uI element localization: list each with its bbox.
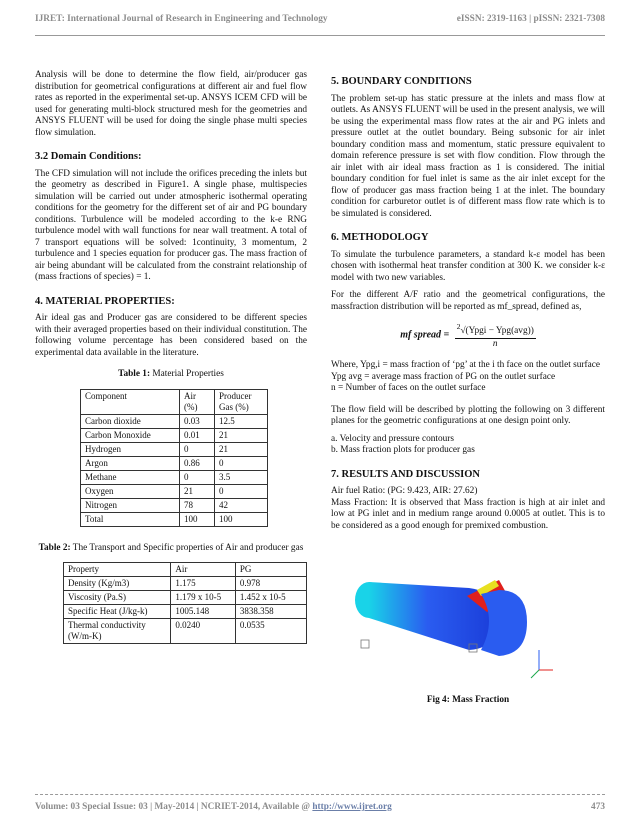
left-column (35, 70, 307, 644)
table-row (81, 456, 268, 470)
list-item: b. Mass fraction plots for producer gas (331, 445, 475, 456)
table-row (81, 498, 268, 512)
table-row (64, 619, 307, 644)
table-cell: Producer Gas (%) (215, 389, 268, 414)
running-header (35, 14, 605, 24)
table-cell: Specific Heat (J/kg-k) (64, 605, 171, 619)
table-cell: Methane (81, 470, 180, 484)
table-cell: 0.0240 (171, 619, 236, 644)
table-row (81, 428, 268, 442)
table-cell: 21 (180, 484, 215, 498)
table-cell: Oxygen (81, 484, 180, 498)
table-cell: 1005.148 (171, 605, 236, 619)
table-row (81, 442, 268, 456)
table-header-row (81, 389, 268, 414)
section-heading: 5. BOUNDARY CONDITIONS (331, 76, 472, 87)
paragraph: For the different A/F ratio and the geometrical configurations, the massfraction distribution will be reported as mf_spread, defined as, (331, 290, 605, 312)
section-heading: 4. MATERIAL PROPERTIES: (35, 295, 175, 307)
table-cell: 1.452 x 10-5 (235, 591, 306, 605)
right-column (331, 70, 605, 706)
table-cell: 3838.358 (235, 605, 306, 619)
table-cell: 0.0535 (235, 619, 306, 644)
table-cell: PG (235, 563, 306, 577)
paragraph: Mass Fraction: It is observed that Mass fraction is high at air inlet and low at PG inlet and in medium range around 0.0005 at outlet. This is to be considered as a good enough for premixed combustion. (331, 497, 605, 531)
table-row (81, 414, 268, 428)
table-cell: 0.86 (180, 456, 215, 470)
list-item: a. Velocity and pressure contours (331, 433, 454, 444)
table-cell: Nitrogen (81, 498, 180, 512)
table-caption-text: The Transport and Specific properties of Air and producer gas (70, 542, 304, 553)
table-cell: Carbon dioxide (81, 414, 180, 428)
table-cell: 0.978 (235, 577, 306, 591)
table-cell: Density (Kg/m3) (64, 577, 171, 591)
table-row (81, 470, 268, 484)
air-fuel-ratio: Air fuel Ratio: (PG: 9.423, AIR: 27.62) (331, 486, 478, 497)
formula-lhs: mf spread = (400, 329, 450, 341)
footer-text: Volume: 03 Special Issue: 03 | May-2014 | NCRIET-2014, Available @ (35, 802, 313, 812)
table-cell: Viscosity (Pa.S) (64, 591, 171, 605)
where-line: Ypg avg = average mass fraction of PG on the outlet surface (331, 371, 556, 382)
table-caption (35, 543, 307, 555)
figure-caption: Fig 4: Mass Fraction (426, 694, 510, 705)
running-footer (35, 802, 605, 812)
where-line: Where, Ypg,i = mass fraction of ‘pg’ at the i th face on the outlet surface (331, 360, 600, 371)
table-cell: Property (64, 563, 171, 577)
paragraph: The CFD simulation will not include the orifices preceding the inlets but the geometry as described in Figure1. A single phase, multispecies simulation will be carried out under atmospheric isothermal operating conditions for the geometry for the different set of air and PG boundary conditions. Turbulence will be modeled according to the k-e RNG turbulence model with wall functions for near wall treatment. A total of 7 transport equations will be solved: 1continuity, 3 momentum, 2 turbulence and 1 species equation for producer gas. The mass fraction of air being abundant will be calculated from the constraint relationship of (mass fractions of species) = 1. (35, 168, 307, 282)
table-cell: Air (171, 563, 236, 577)
paragraph: Air ideal gas and Producer gas are considered to be different species with their averaged properties based on their individual constitution. The following volume percentage has been considered based on the experimental data available in the literature. (35, 313, 307, 358)
page-number: 473 (591, 802, 605, 812)
header-rule (35, 35, 605, 36)
mass-fraction-figure (349, 550, 559, 686)
table-cell: Carbon Monoxide (81, 428, 180, 442)
table-cell: Air (%) (180, 389, 215, 414)
table-cell: Total (81, 512, 180, 526)
table-caption (35, 369, 307, 381)
formula-denominator: n (492, 338, 498, 349)
paragraph: To simulate the turbulence parameters, a standard k-ε model has been chosen with isothermal heat transfer condition at 300 K. we consider k-ε model with two new variables. (331, 249, 605, 283)
table-row (81, 512, 268, 526)
footer-rule (35, 794, 605, 795)
table-caption-label: Table 1: (118, 369, 151, 379)
formula-coefficient: 2 (456, 322, 461, 331)
table-caption-label: Table 2: (38, 542, 71, 553)
table-cell: Thermal conductivity (W/m-K) (64, 619, 171, 644)
issn: eISSN: 2319-1163 | pISSN: 2321-7308 (456, 14, 605, 24)
table-caption-text: Material Properties (150, 369, 224, 379)
table-cell: 0 (215, 456, 268, 470)
journal-link[interactable]: http://www.ijret.org (312, 802, 392, 812)
table-cell: 12.5 (215, 414, 268, 428)
section-heading: 7. RESULTS AND DISCUSSION (331, 468, 480, 480)
mf-spread-formula (331, 321, 605, 350)
journal-name: IJRET: International Journal of Research in Engineering and Technology (35, 14, 328, 24)
table-cell: 0.03 (180, 414, 215, 428)
table-row (64, 605, 307, 619)
table-cell: 78 (180, 498, 215, 512)
table-cell: 0 (180, 470, 215, 484)
transport-properties-table (63, 562, 307, 644)
table-cell: Argon (81, 456, 180, 470)
table-cell: 0.01 (180, 428, 215, 442)
section-heading: 3.2 Domain Conditions: (35, 151, 142, 162)
table-cell: 3.5 (215, 470, 268, 484)
paragraph: The flow field will be described by plotting the following on 3 different planes for the geometric configurations at one design point only. (331, 404, 605, 427)
where-line: n = Number of faces on the outlet surface (331, 383, 486, 394)
table-cell: 0 (180, 442, 215, 456)
table-cell: 0 (215, 484, 268, 498)
footer-volume-info (35, 802, 392, 812)
paragraph: The problem set-up has static pressure at the inlets and mass flow at outlets. As ANSYS FLUENT will be used in the present analysis, we will be using the experimental mass flow rates at the air and PG inlets and pressure outlet at the outlet boundary. Being subsonic for air inlet boundary condition mass and momentum, static pressure equivalent to domain reference pressure is set with flow condition. Flow through the air inlet with air ideal mass fraction as 1 is considered. The initial boundary condition for fuel inlet is same as the air inlet except for the flow of producer gas mass fraction being 1 at the inlet. The boundary condition for carburetor outlet is of different mass flow rate which is to be simulated is considered. (331, 93, 605, 219)
formula-numerator: √(Ypgi − Ypg(avg)) (460, 326, 534, 337)
table-cell: Component (81, 389, 180, 414)
table-cell: 100 (180, 512, 215, 526)
table-cell: 42 (215, 498, 268, 512)
table-cell: 100 (215, 512, 268, 526)
section-heading: 6. METHODOLOGY (331, 232, 429, 243)
table-cell: Hydrogen (81, 442, 180, 456)
table-cell: 21 (215, 428, 268, 442)
table-cell: 21 (215, 442, 268, 456)
paragraph: Analysis will be done to determine the flow field, air/producer gas distribution for geometrical configurations at different air and fuel flow rates as reported in the experimental set-up. ANSYS ICEM CFD will be used for generating multi-block structured mesh for the geometries and ANSYS FLUENT will be used for doing the single phase multi species flow simulation. (35, 70, 307, 138)
table-row (81, 484, 268, 498)
table-row (64, 577, 307, 591)
table-cell: 1.179 x 10-5 (171, 591, 236, 605)
table-header-row (64, 563, 307, 577)
table-cell: 1.175 (171, 577, 236, 591)
material-properties-table (80, 389, 268, 527)
table-row (64, 591, 307, 605)
